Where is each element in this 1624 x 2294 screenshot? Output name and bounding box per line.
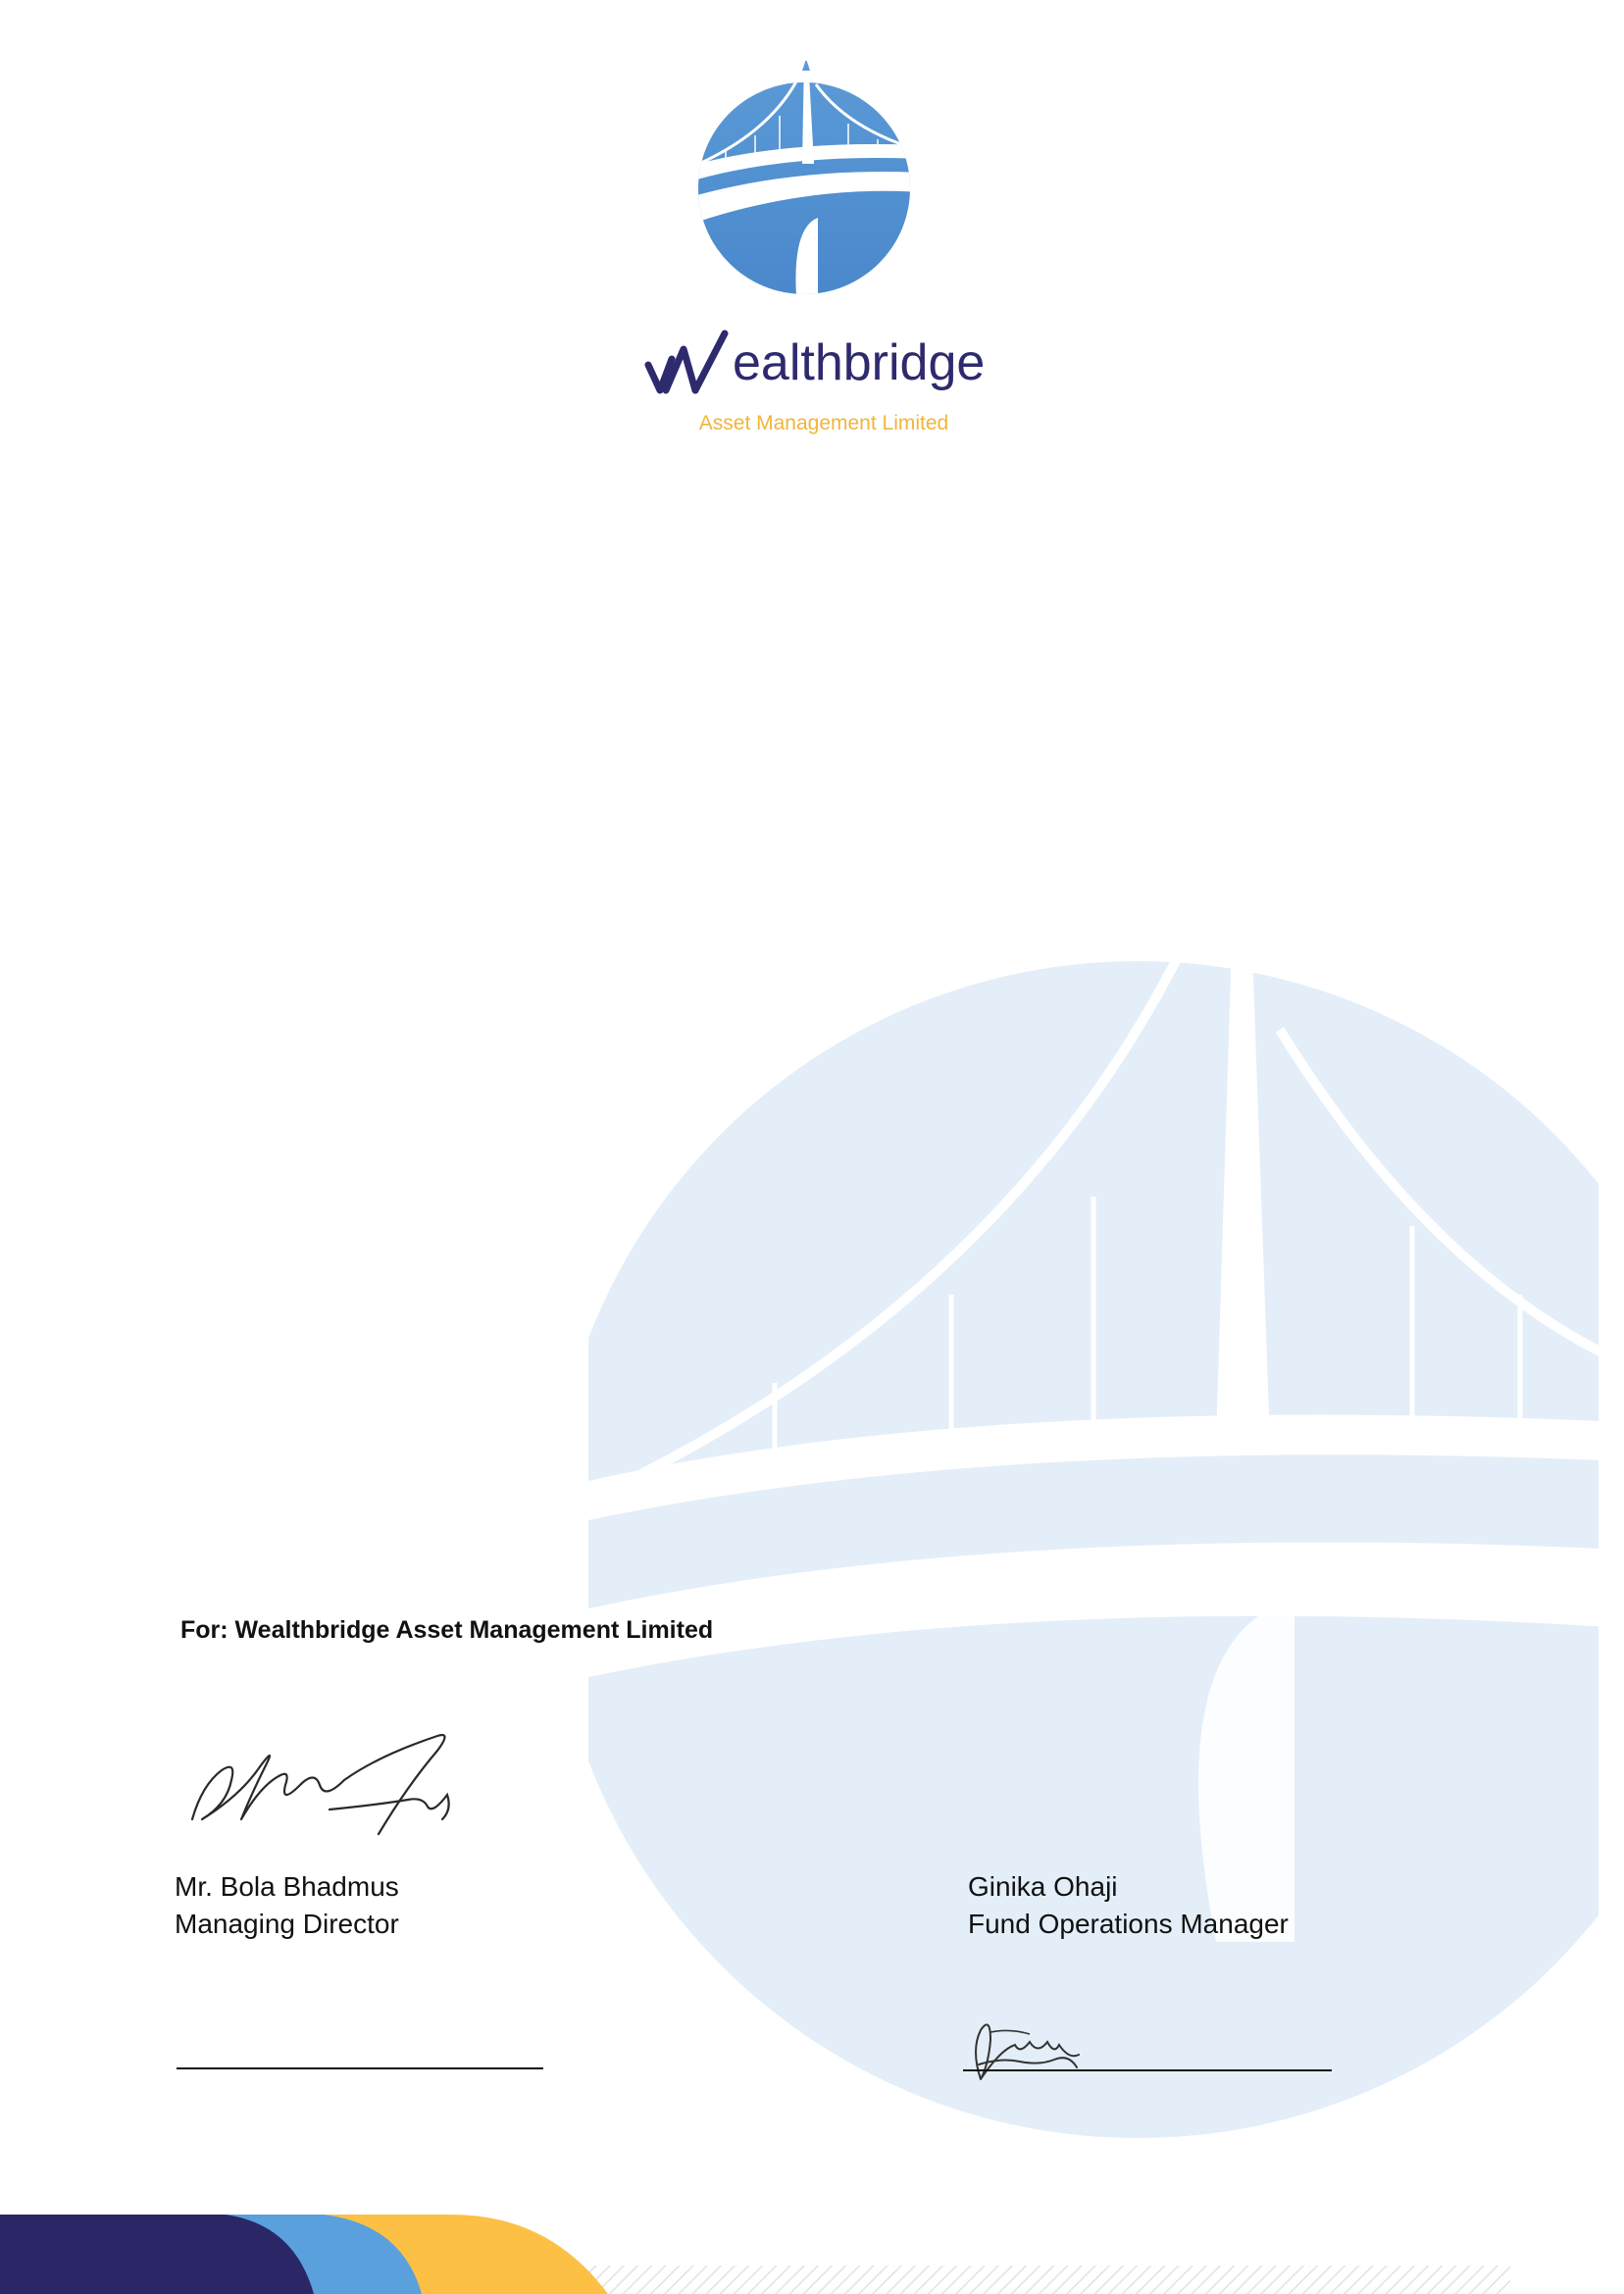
brand-subtitle: Asset Management Limited	[698, 412, 949, 434]
for-company-line: For: Wealthbridge Asset Management Limited	[180, 1616, 714, 1644]
footer-decoration	[0, 2195, 1624, 2294]
left-signatory-name: Mr. Bola Bhadmus	[175, 1871, 399, 1902]
brand-wordmark	[642, 324, 995, 402]
handwritten-signature-right	[961, 2011, 1089, 2089]
brand-name: ealthbridge	[733, 334, 986, 391]
left-signature-line	[177, 2067, 543, 2069]
bridge-logo-icon	[686, 61, 922, 296]
right-signatory-name: Ginika Ohaji	[968, 1871, 1118, 1902]
right-signature-line	[963, 2069, 1332, 2071]
left-signatory-title: Managing Director	[175, 1909, 399, 1939]
watermark-logo	[588, 834, 1624, 2207]
right-signatory-title: Fund Operations Manager	[968, 1909, 1289, 1939]
check-w-icon	[642, 330, 740, 398]
handwritten-signature-left	[182, 1726, 535, 1844]
